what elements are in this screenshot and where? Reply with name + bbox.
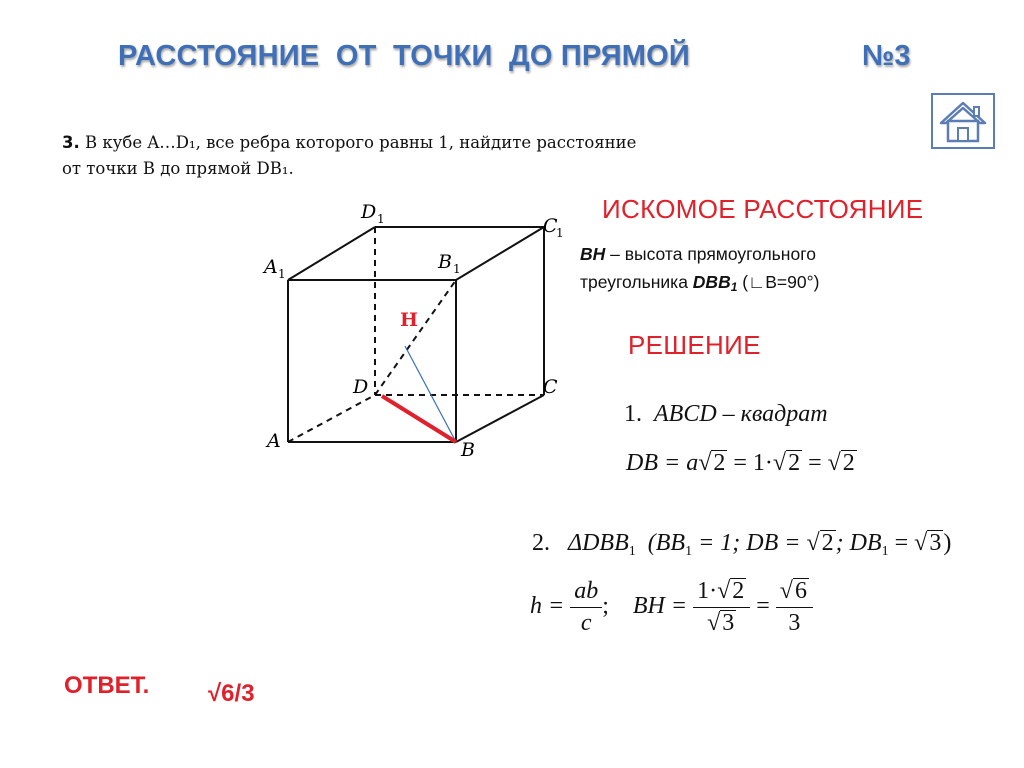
sought-line-2: треугольника: [580, 272, 693, 292]
problem-line-1: В кубе A…D₁, все ребра которого равны 1, найдите расстояние: [85, 133, 637, 152]
label-d: D: [353, 376, 369, 398]
step-1-statement: ABCD – квадрат: [654, 401, 828, 427]
label-h: H: [400, 309, 418, 331]
label-c: C: [543, 376, 558, 398]
edge-bc: [456, 395, 544, 442]
page-title: РАССТОЯНИЕ ОТ ТОЧКИ ДО ПРЯМОЙ: [118, 40, 690, 72]
bh-term: BH: [580, 244, 606, 264]
sqrt-3-a: √3: [914, 530, 942, 556]
step-1-mid: = 1·: [727, 450, 773, 476]
solution-heading: РЕШЕНИЕ: [628, 330, 761, 360]
cube-figure: [255, 196, 575, 466]
fraction-bh: $\frac{1\cdot√2}{√3}$: [693, 578, 750, 637]
angle-note: (∟B=90°): [737, 272, 820, 292]
step-2-part-b: = 1; DB =: [692, 530, 807, 556]
step-2-part-e: ): [943, 530, 952, 556]
home-button[interactable]: [931, 93, 995, 149]
triangle-sub: 1: [730, 280, 738, 294]
sqrt-2-d: √2: [806, 530, 834, 556]
label-b1-sub: 1: [453, 262, 461, 276]
edge-a1d1: [288, 227, 375, 280]
step-2-part-c: ; DB: [835, 530, 882, 556]
label-b1: B: [438, 251, 452, 273]
problem-index: 3.: [62, 133, 80, 152]
label-c1-sub: 1: [556, 226, 564, 240]
segment-db: [382, 396, 456, 442]
equals: =: [750, 593, 776, 620]
step-1-rhs: =: [802, 450, 828, 476]
formula-line: [530, 578, 813, 637]
label-c1: C: [543, 215, 558, 237]
step-2-tri-sub: 1: [628, 544, 636, 559]
step-1-text: [624, 401, 828, 428]
answer-label: ОТВЕТ.: [64, 672, 150, 699]
semicolon: ;: [602, 593, 609, 620]
problem-line-2: от точки B до прямой DB₁.: [62, 159, 294, 178]
home-icon: [933, 95, 993, 147]
label-a: A: [267, 430, 281, 452]
edge-b1c1: [456, 227, 544, 280]
step-2-sub-c: 1: [881, 544, 889, 559]
step-2-part-a: (BB: [647, 530, 686, 556]
step-2-part-d: =: [888, 530, 915, 556]
label-b: B: [461, 439, 475, 461]
bh-lhs: BH =: [632, 593, 694, 620]
triangle-name: DBB: [692, 272, 731, 292]
problem-statement: [62, 130, 792, 182]
label-a1: A: [264, 256, 278, 278]
label-d1: D: [361, 201, 377, 223]
step-1-number: 1.: [624, 401, 642, 427]
sought-line-1: – высота прямоугольного: [605, 244, 816, 264]
step-2-number: 2.: [532, 530, 550, 556]
answer-value: √6/3: [208, 680, 255, 707]
step-1-equation: [626, 450, 857, 477]
step-2-triangle: ΔDBB: [568, 530, 629, 556]
label-d1-sub: 1: [377, 212, 385, 226]
step-1-lhs: DB = a: [626, 450, 699, 476]
sqrt-2-b: √2: [772, 450, 801, 476]
label-a1-sub: 1: [278, 267, 286, 281]
sqrt-2-c: √2: [827, 450, 855, 476]
diagonal-db1: [375, 280, 456, 395]
fraction-ab-c: $\frac{ab}{c}$: [570, 578, 602, 637]
sought-description: [580, 240, 920, 301]
step-2-sub-a: 1: [685, 544, 693, 559]
h-lhs: h =: [530, 593, 571, 620]
fraction-result: $\frac{√6}{3}$: [776, 578, 813, 637]
step-2-equation: [532, 530, 951, 560]
sqrt-2-a: √2: [698, 450, 726, 476]
edge-ad: [288, 395, 375, 442]
problem-number: №3: [862, 40, 911, 72]
sought-heading: ИСКОМОЕ РАССТОЯНИЕ: [602, 194, 924, 224]
